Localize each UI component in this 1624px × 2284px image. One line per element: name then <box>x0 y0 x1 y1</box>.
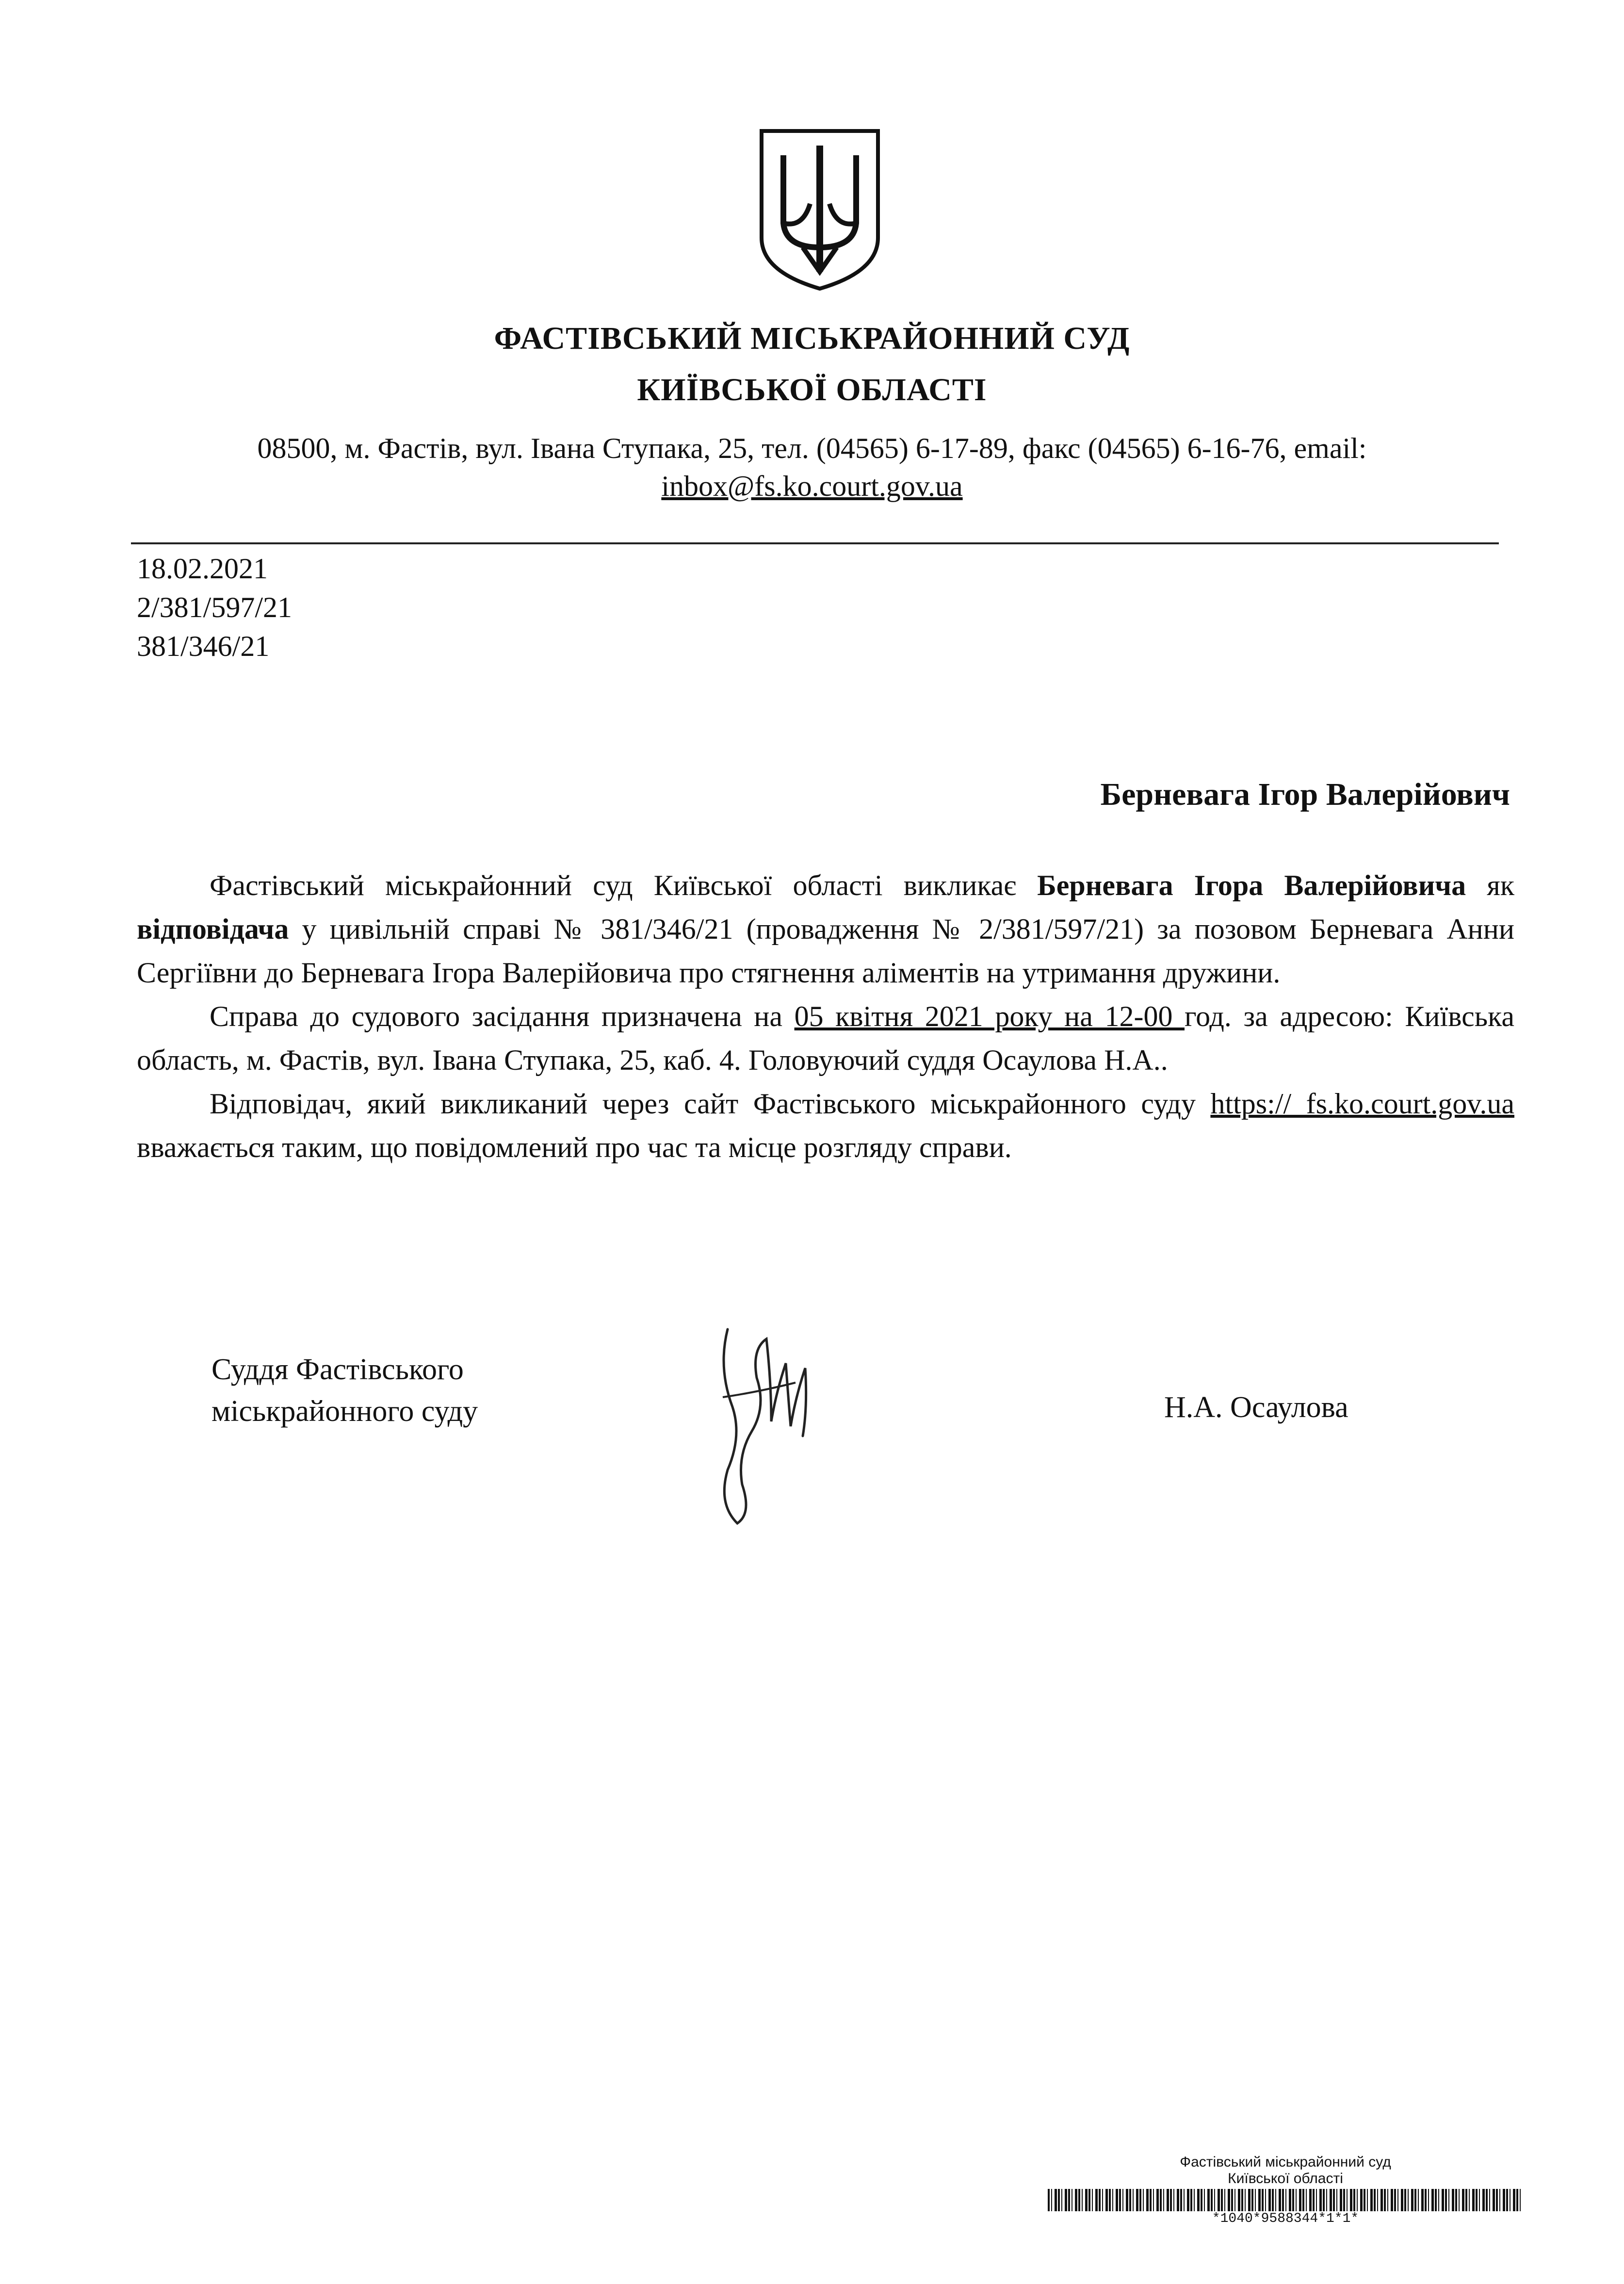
court-website-link[interactable]: https:// fs.ko.court.gov.ua <box>1210 1088 1514 1120</box>
handwritten-signature <box>698 1310 825 1533</box>
proceeding-number: 2/381/597/21 <box>137 591 292 623</box>
trident-coat-of-arms-icon <box>757 126 883 291</box>
addressee-name: Берневага Ігор Валерійович <box>1100 777 1510 812</box>
letter-date: 18.02.2021 <box>137 553 268 585</box>
case-number: 381/346/21 <box>137 630 270 662</box>
court-address: 08500, м. Фастів, вул. Івана Ступака, 25, тел. (04565) 6-17-89, факс (04565) 6-16-76, email: <box>257 432 1367 464</box>
barcode-code: *1040*9588344*1*1* <box>1212 2211 1359 2226</box>
signatory-name: Н.А. Осаулова <box>1164 1391 1348 1424</box>
body-paragraph-hearing: Справа до судового засідання призначена на 05 квітня 2021 року на 12-00 год. за адресою: Київська область, м. Фастів, вул. Івана Ступака, 25, каб. 4. Головуючий суддя Осаулова Н.А.. <box>137 1000 1514 1076</box>
court-name-line1: ФАСТІВСЬКИЙ МІСЬКРАЙОННИЙ СУД <box>494 321 1130 356</box>
letter-body <box>137 864 1514 1169</box>
body-paragraph-notice: Відповідач, який викликаний через сайт Фастівського міськрайонного суду https:// fs.ko.court.gov.ua вважається таким, що повідомлений про час та місце розгляду справи. <box>137 1088 1514 1163</box>
barcode <box>1048 2189 1523 2211</box>
body-paragraph-summons: Фастівський міськрайонний суд Київської області викликає Берневага Ігора Валерійовича як відповідача у цивільній справі № 381/346/21 (провадження № 2/381/597/21) за позовом Берневага Анни Сергіївни до Берневага Ігора Валерійовича про стягнення аліментів на утримання дружини. <box>137 869 1514 989</box>
court-name-line2: КИЇВСЬКОЇ ОБЛАСТІ <box>637 372 987 408</box>
registration-stamp: Фастівський міськрайонний суд Київської області *1040*9588344*1*1* <box>1043 2154 1528 2226</box>
header-divider <box>131 542 1499 544</box>
signatory-title: Суддя Фастівського міськрайонного суду <box>211 1353 478 1428</box>
court-email-link[interactable]: inbox@fs.ko.court.gov.ua <box>661 470 963 502</box>
